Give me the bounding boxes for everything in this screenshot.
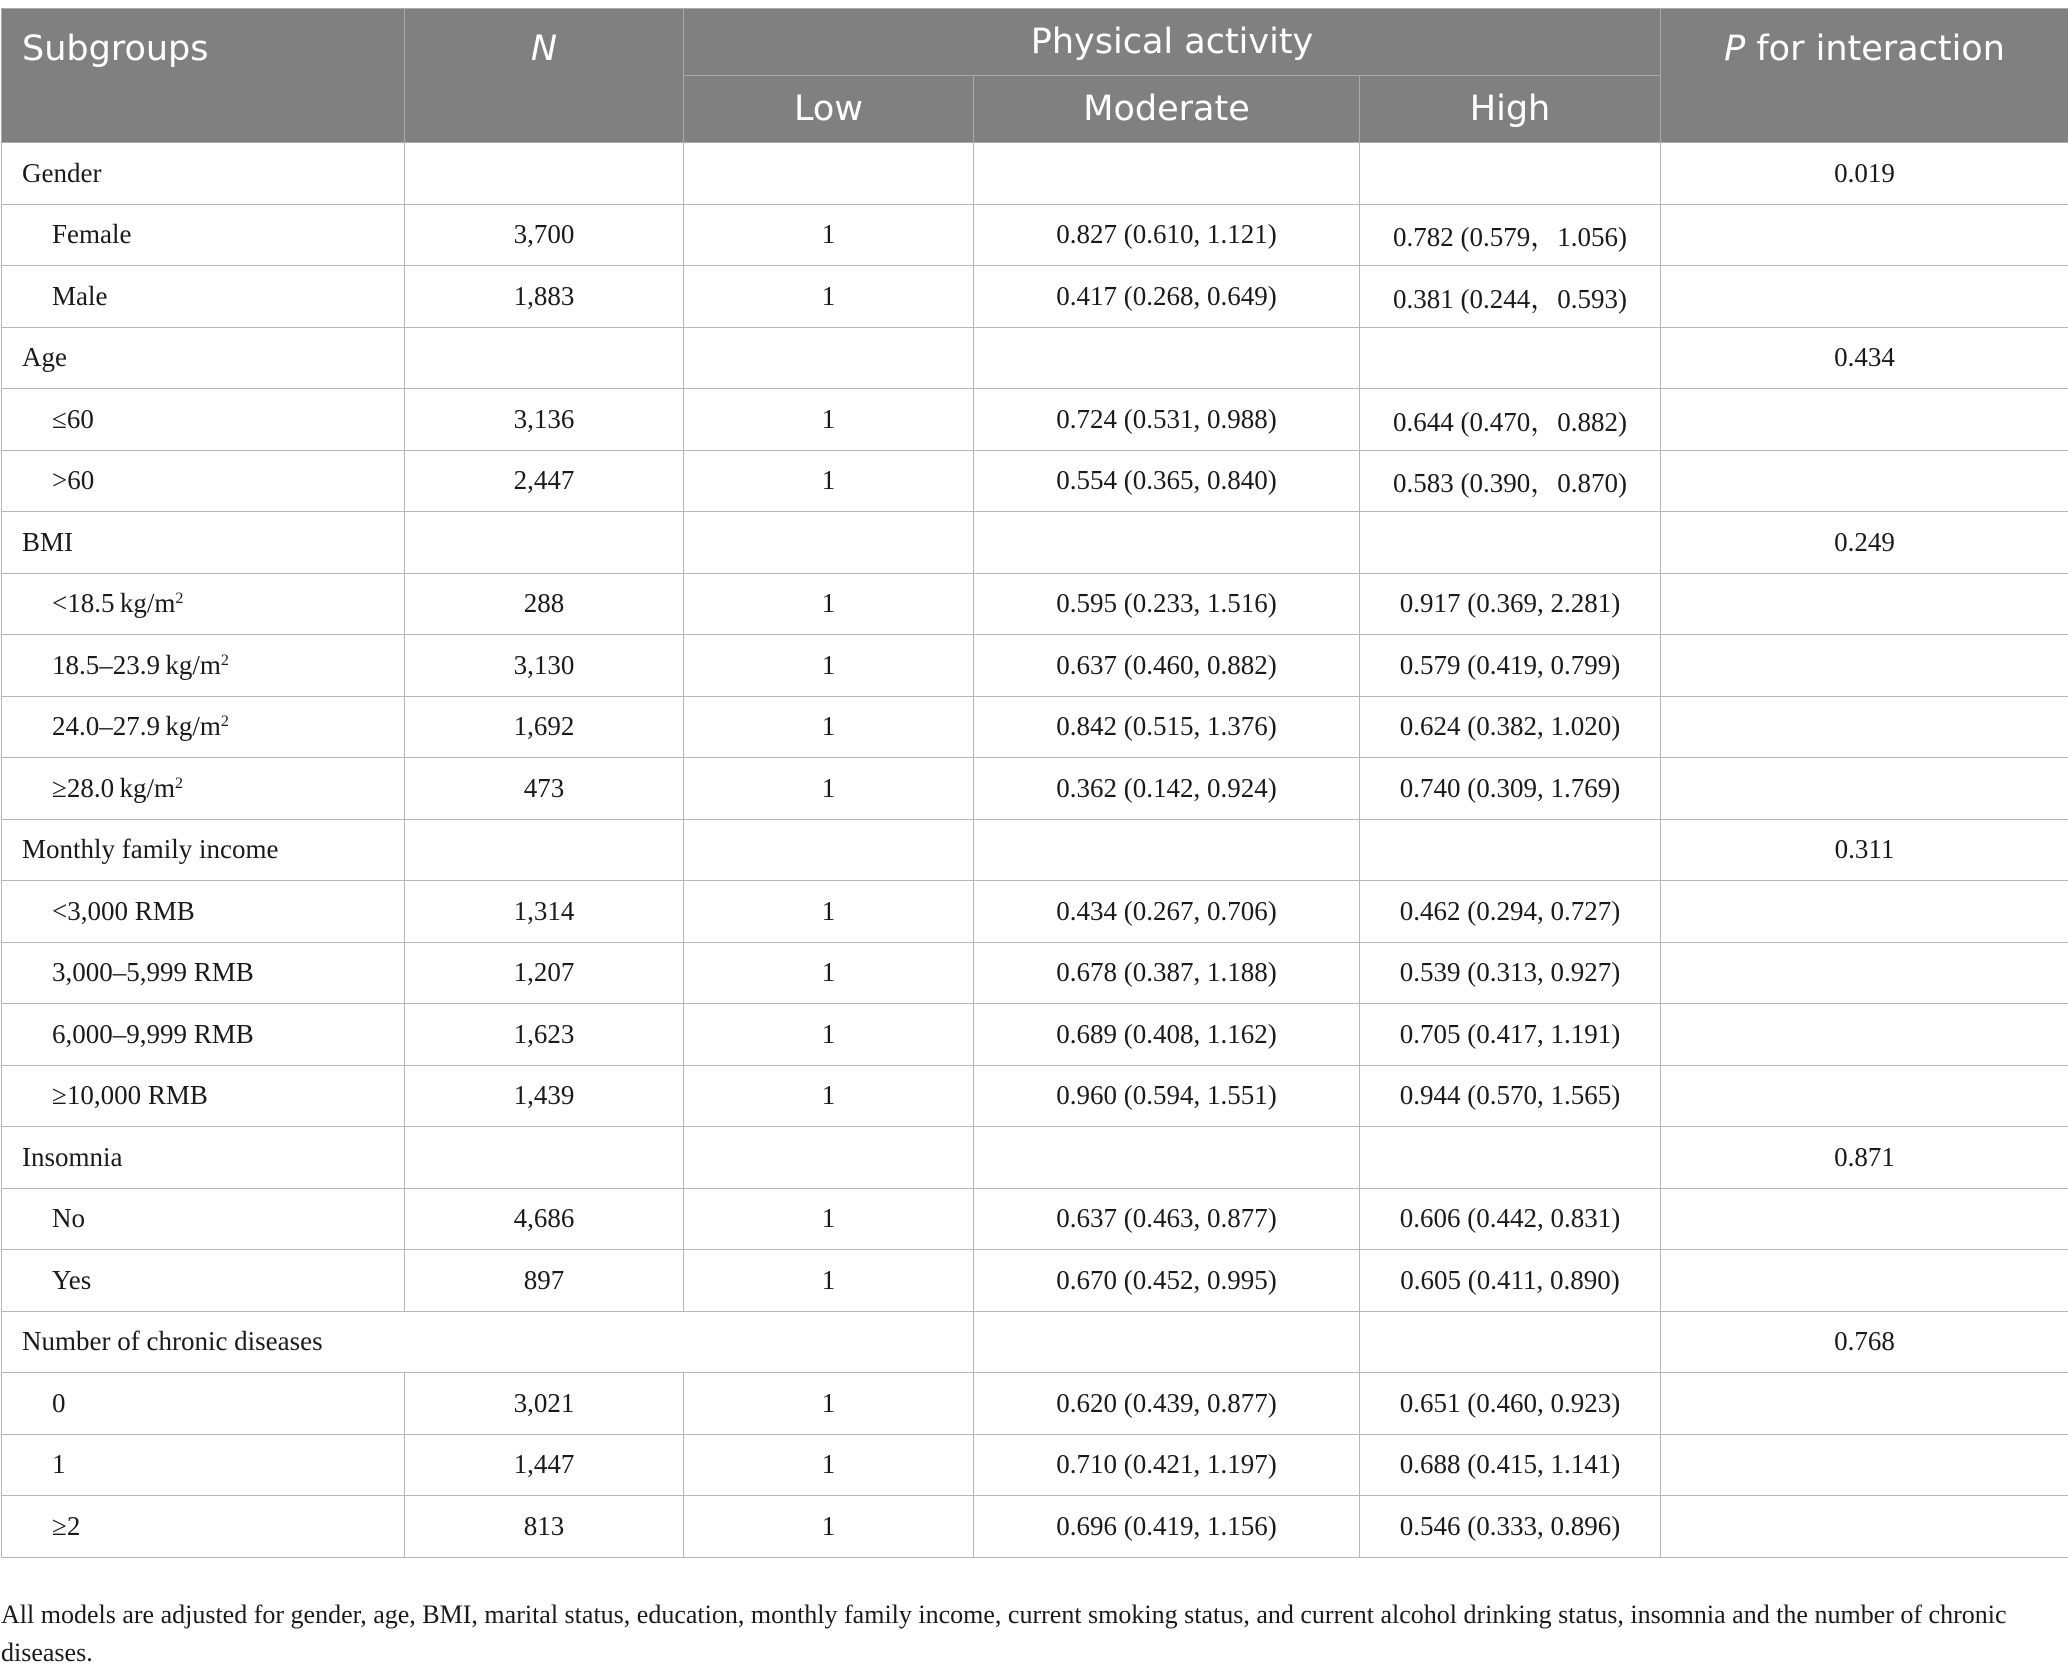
header-n: [405, 9, 684, 143]
n-cell: 4,686: [405, 1188, 684, 1250]
high-cell: 0.740 (0.309, 1.769): [1360, 758, 1661, 820]
group-empty-cell: [405, 327, 684, 389]
group-label: Number of chronic diseases: [2, 1311, 974, 1373]
high-cell: 0.579 (0.419, 0.799): [1360, 635, 1661, 697]
group-p-value: 0.249: [1661, 512, 2068, 574]
table-row: [2, 1004, 2068, 1066]
group-empty-cell: [684, 512, 974, 574]
moderate-cell: 0.670 (0.452, 0.995): [974, 1250, 1360, 1312]
table-row: [2, 942, 2068, 1004]
group-empty-cell: [684, 819, 974, 881]
low-cell: 1: [684, 758, 974, 820]
group-row: [2, 1127, 2068, 1189]
group-empty-cell: [405, 143, 684, 205]
group-p-value: 0.434: [1661, 327, 2068, 389]
moderate-cell: 0.620 (0.439, 0.877): [974, 1373, 1360, 1435]
n-cell: 1,883: [405, 266, 684, 328]
subgroup-label: ≤60: [52, 403, 94, 434]
table-row: [2, 1373, 2068, 1435]
subgroup-label: 24.0–27.9 kg/m: [52, 711, 221, 742]
subgroup-label: ≥10,000 RMB: [52, 1080, 208, 1111]
subgroup-label: ≥2: [52, 1510, 81, 1541]
p-empty-cell: [1661, 1004, 2068, 1066]
subgroup-label-cell: [2, 942, 405, 1004]
unit-superscript: 2: [174, 774, 183, 792]
header-n-text: N: [530, 29, 558, 69]
group-row: [2, 143, 2068, 205]
group-p-value: 0.871: [1661, 1127, 2068, 1189]
table-row: [2, 635, 2068, 697]
table-row: [2, 573, 2068, 635]
group-row: [2, 1311, 2068, 1373]
n-cell: 1,447: [405, 1434, 684, 1496]
group-empty-cell: [974, 819, 1360, 881]
subgroup-label: Yes: [52, 1264, 92, 1295]
p-empty-cell: [1661, 1065, 2068, 1127]
group-label: Insomnia: [2, 1127, 405, 1189]
subgroup-label-cell: [2, 1434, 405, 1496]
group-p-value: 0.311: [1661, 819, 2068, 881]
subgroup-label: Male: [52, 280, 108, 311]
header-subgroups: Subgroups: [2, 9, 405, 143]
moderate-cell: 0.434 (0.267, 0.706): [974, 881, 1360, 943]
group-label: Monthly family income: [2, 819, 405, 881]
group-p-value: 0.019: [1661, 143, 2068, 205]
subgroup-label-cell: [2, 204, 405, 266]
table-header: [2, 9, 2068, 143]
n-cell: 473: [405, 758, 684, 820]
group-row: [2, 327, 2068, 389]
group-empty-cell: [684, 327, 974, 389]
subgroup-label-cell: [2, 450, 405, 512]
high-cell: 0.917 (0.369, 2.281): [1360, 573, 1661, 635]
moderate-cell: 0.960 (0.594, 1.551): [974, 1065, 1360, 1127]
moderate-cell: 0.724 (0.531, 0.988): [974, 389, 1360, 451]
high-cell: 0.782 (0.579，1.056): [1360, 204, 1661, 266]
subgroup-label-cell: [2, 1065, 405, 1127]
group-row: [2, 512, 2068, 574]
subgroup-label-cell: [2, 389, 405, 451]
high-cell: 0.583 (0.390，0.870): [1360, 450, 1661, 512]
subgroup-label-cell: [2, 1496, 405, 1558]
low-cell: 1: [684, 1496, 974, 1558]
group-empty-cell: [684, 1127, 974, 1189]
moderate-cell: 0.417 (0.268, 0.649): [974, 266, 1360, 328]
low-cell: 1: [684, 204, 974, 266]
p-empty-cell: [1661, 1434, 2068, 1496]
group-empty-cell: [1360, 512, 1661, 574]
group-empty-cell: [684, 143, 974, 205]
group-empty-cell: [974, 327, 1360, 389]
n-cell: 1,314: [405, 881, 684, 943]
low-cell: 1: [684, 1188, 974, 1250]
subgroup-label: ≥28.0 kg/m: [52, 772, 175, 803]
subgroup-label: <3,000 RMB: [52, 895, 195, 926]
moderate-cell: 0.710 (0.421, 1.197): [974, 1434, 1360, 1496]
moderate-cell: 0.827 (0.610, 1.121): [974, 204, 1360, 266]
low-cell: 1: [684, 635, 974, 697]
low-cell: 1: [684, 573, 974, 635]
moderate-cell: 0.637 (0.463, 0.877): [974, 1188, 1360, 1250]
group-empty-cell: [1360, 143, 1661, 205]
high-cell: 0.688 (0.415, 1.141): [1360, 1434, 1661, 1496]
p-empty-cell: [1661, 1188, 2068, 1250]
group-empty-cell: [1360, 327, 1661, 389]
p-empty-cell: [1661, 758, 2068, 820]
low-cell: 1: [684, 881, 974, 943]
table-row: [2, 881, 2068, 943]
table-row: [2, 450, 2068, 512]
p-empty-cell: [1661, 1373, 2068, 1435]
low-cell: 1: [684, 1004, 974, 1066]
subgroup-label-cell: [2, 696, 405, 758]
low-cell: 1: [684, 266, 974, 328]
table-row: [2, 1250, 2068, 1312]
high-cell: 0.624 (0.382, 1.020): [1360, 696, 1661, 758]
group-p-value: 0.768: [1661, 1311, 2068, 1373]
group-label: Age: [2, 327, 405, 389]
group-empty-cell: [974, 1311, 1360, 1373]
subgroup-label: >60: [52, 465, 95, 496]
moderate-cell: 0.696 (0.419, 1.156): [974, 1496, 1360, 1558]
subgroup-label-cell: [2, 573, 405, 635]
group-empty-cell: [974, 143, 1360, 205]
moderate-cell: 0.678 (0.387, 1.188): [974, 942, 1360, 1004]
group-empty-cell: [1360, 1311, 1661, 1373]
header-p-rest: for interaction: [1745, 29, 2005, 69]
p-empty-cell: [1661, 881, 2068, 943]
group-empty-cell: [405, 819, 684, 881]
group-empty-cell: [405, 1127, 684, 1189]
n-cell: 1,439: [405, 1065, 684, 1127]
p-empty-cell: [1661, 450, 2068, 512]
header-p-interaction: [1661, 9, 2068, 143]
document: [0, 8, 2068, 1672]
p-empty-cell: [1661, 573, 2068, 635]
high-cell: 0.462 (0.294, 0.727): [1360, 881, 1661, 943]
low-cell: 1: [684, 696, 974, 758]
subgroup-label: 18.5–23.9 kg/m: [52, 649, 221, 680]
p-empty-cell: [1661, 1496, 2068, 1558]
low-cell: 1: [684, 942, 974, 1004]
n-cell: 813: [405, 1496, 684, 1558]
table-body: [2, 143, 2068, 1558]
subgroup-label-cell: [2, 758, 405, 820]
table-row: [2, 696, 2068, 758]
group-row: [2, 819, 2068, 881]
p-empty-cell: [1661, 389, 2068, 451]
moderate-cell: 0.637 (0.460, 0.882): [974, 635, 1360, 697]
moderate-cell: 0.554 (0.365, 0.840): [974, 450, 1360, 512]
header-low: Low: [684, 76, 974, 143]
high-cell: 0.539 (0.313, 0.927): [1360, 942, 1661, 1004]
table-row: [2, 1496, 2068, 1558]
p-empty-cell: [1661, 635, 2068, 697]
header-moderate: Moderate: [974, 76, 1360, 143]
subgroup-label-cell: [2, 266, 405, 328]
high-cell: 0.381 (0.244，0.593): [1360, 266, 1661, 328]
subgroup-label: 3,000–5,999 RMB: [52, 957, 254, 988]
low-cell: 1: [684, 389, 974, 451]
unit-superscript: 2: [220, 651, 229, 669]
subgroup-label: <18.5 kg/m: [52, 588, 176, 619]
table-row: [2, 1434, 2068, 1496]
n-cell: 3,136: [405, 389, 684, 451]
n-cell: 3,130: [405, 635, 684, 697]
subgroup-label-cell: [2, 1373, 405, 1435]
moderate-cell: 0.842 (0.515, 1.376): [974, 696, 1360, 758]
table-row: [2, 389, 2068, 451]
high-cell: 0.651 (0.460, 0.923): [1360, 1373, 1661, 1435]
subgroup-label: Female: [52, 219, 132, 250]
subgroup-label: No: [52, 1203, 85, 1234]
n-cell: 1,692: [405, 696, 684, 758]
table-row: [2, 1065, 2068, 1127]
low-cell: 1: [684, 1250, 974, 1312]
unit-superscript: 2: [220, 713, 229, 731]
moderate-cell: 0.362 (0.142, 0.924): [974, 758, 1360, 820]
moderate-cell: 0.689 (0.408, 1.162): [974, 1004, 1360, 1066]
unit-superscript: 2: [175, 590, 184, 608]
moderate-cell: 0.595 (0.233, 1.516): [974, 573, 1360, 635]
high-cell: 0.546 (0.333, 0.896): [1360, 1496, 1661, 1558]
low-cell: 1: [684, 450, 974, 512]
subgroup-label-cell: [2, 1004, 405, 1066]
subgroup-label-cell: [2, 881, 405, 943]
n-cell: 1,623: [405, 1004, 684, 1066]
group-label: BMI: [2, 512, 405, 574]
table-row: [2, 204, 2068, 266]
high-cell: 0.944 (0.570, 1.565): [1360, 1065, 1661, 1127]
high-cell: 0.606 (0.442, 0.831): [1360, 1188, 1661, 1250]
n-cell: 3,021: [405, 1373, 684, 1435]
low-cell: 1: [684, 1373, 974, 1435]
group-empty-cell: [974, 1127, 1360, 1189]
header-physical-activity: Physical activity: [684, 9, 1661, 76]
n-cell: 1,207: [405, 942, 684, 1004]
p-empty-cell: [1661, 204, 2068, 266]
subgroup-label-cell: [2, 1188, 405, 1250]
header-p-italic: P: [1724, 29, 1746, 69]
low-cell: 1: [684, 1065, 974, 1127]
subgroup-label-cell: [2, 635, 405, 697]
n-cell: 897: [405, 1250, 684, 1312]
subgroup-label-cell: [2, 1250, 405, 1312]
subgroup-analysis-table: [1, 8, 2068, 1558]
p-empty-cell: [1661, 1250, 2068, 1312]
p-empty-cell: [1661, 266, 2068, 328]
table-row: [2, 266, 2068, 328]
p-empty-cell: [1661, 942, 2068, 1004]
subgroup-label: 0: [52, 1387, 66, 1418]
table-footnote: All models are adjusted for gender, age, BMI, marital status, education, monthly family income, current smoking status, and current alcohol drinking status, insomnia and the number of chronic diseases.: [1, 1599, 2007, 1667]
high-cell: 0.605 (0.411, 0.890): [1360, 1250, 1661, 1312]
n-cell: 288: [405, 573, 684, 635]
n-cell: 2,447: [405, 450, 684, 512]
low-cell: 1: [684, 1434, 974, 1496]
n-cell: 3,700: [405, 204, 684, 266]
subgroup-label: 1: [52, 1449, 66, 1480]
p-empty-cell: [1661, 696, 2068, 758]
group-empty-cell: [1360, 1127, 1661, 1189]
group-empty-cell: [974, 512, 1360, 574]
subgroup-label: 6,000–9,999 RMB: [52, 1018, 254, 1049]
table-row: [2, 758, 2068, 820]
high-cell: 0.644 (0.470，0.882): [1360, 389, 1661, 451]
high-cell: 0.705 (0.417, 1.191): [1360, 1004, 1661, 1066]
table-row: [2, 1188, 2068, 1250]
header-high: High: [1360, 76, 1661, 143]
group-empty-cell: [1360, 819, 1661, 881]
group-empty-cell: [405, 512, 684, 574]
group-label: Gender: [2, 143, 405, 205]
